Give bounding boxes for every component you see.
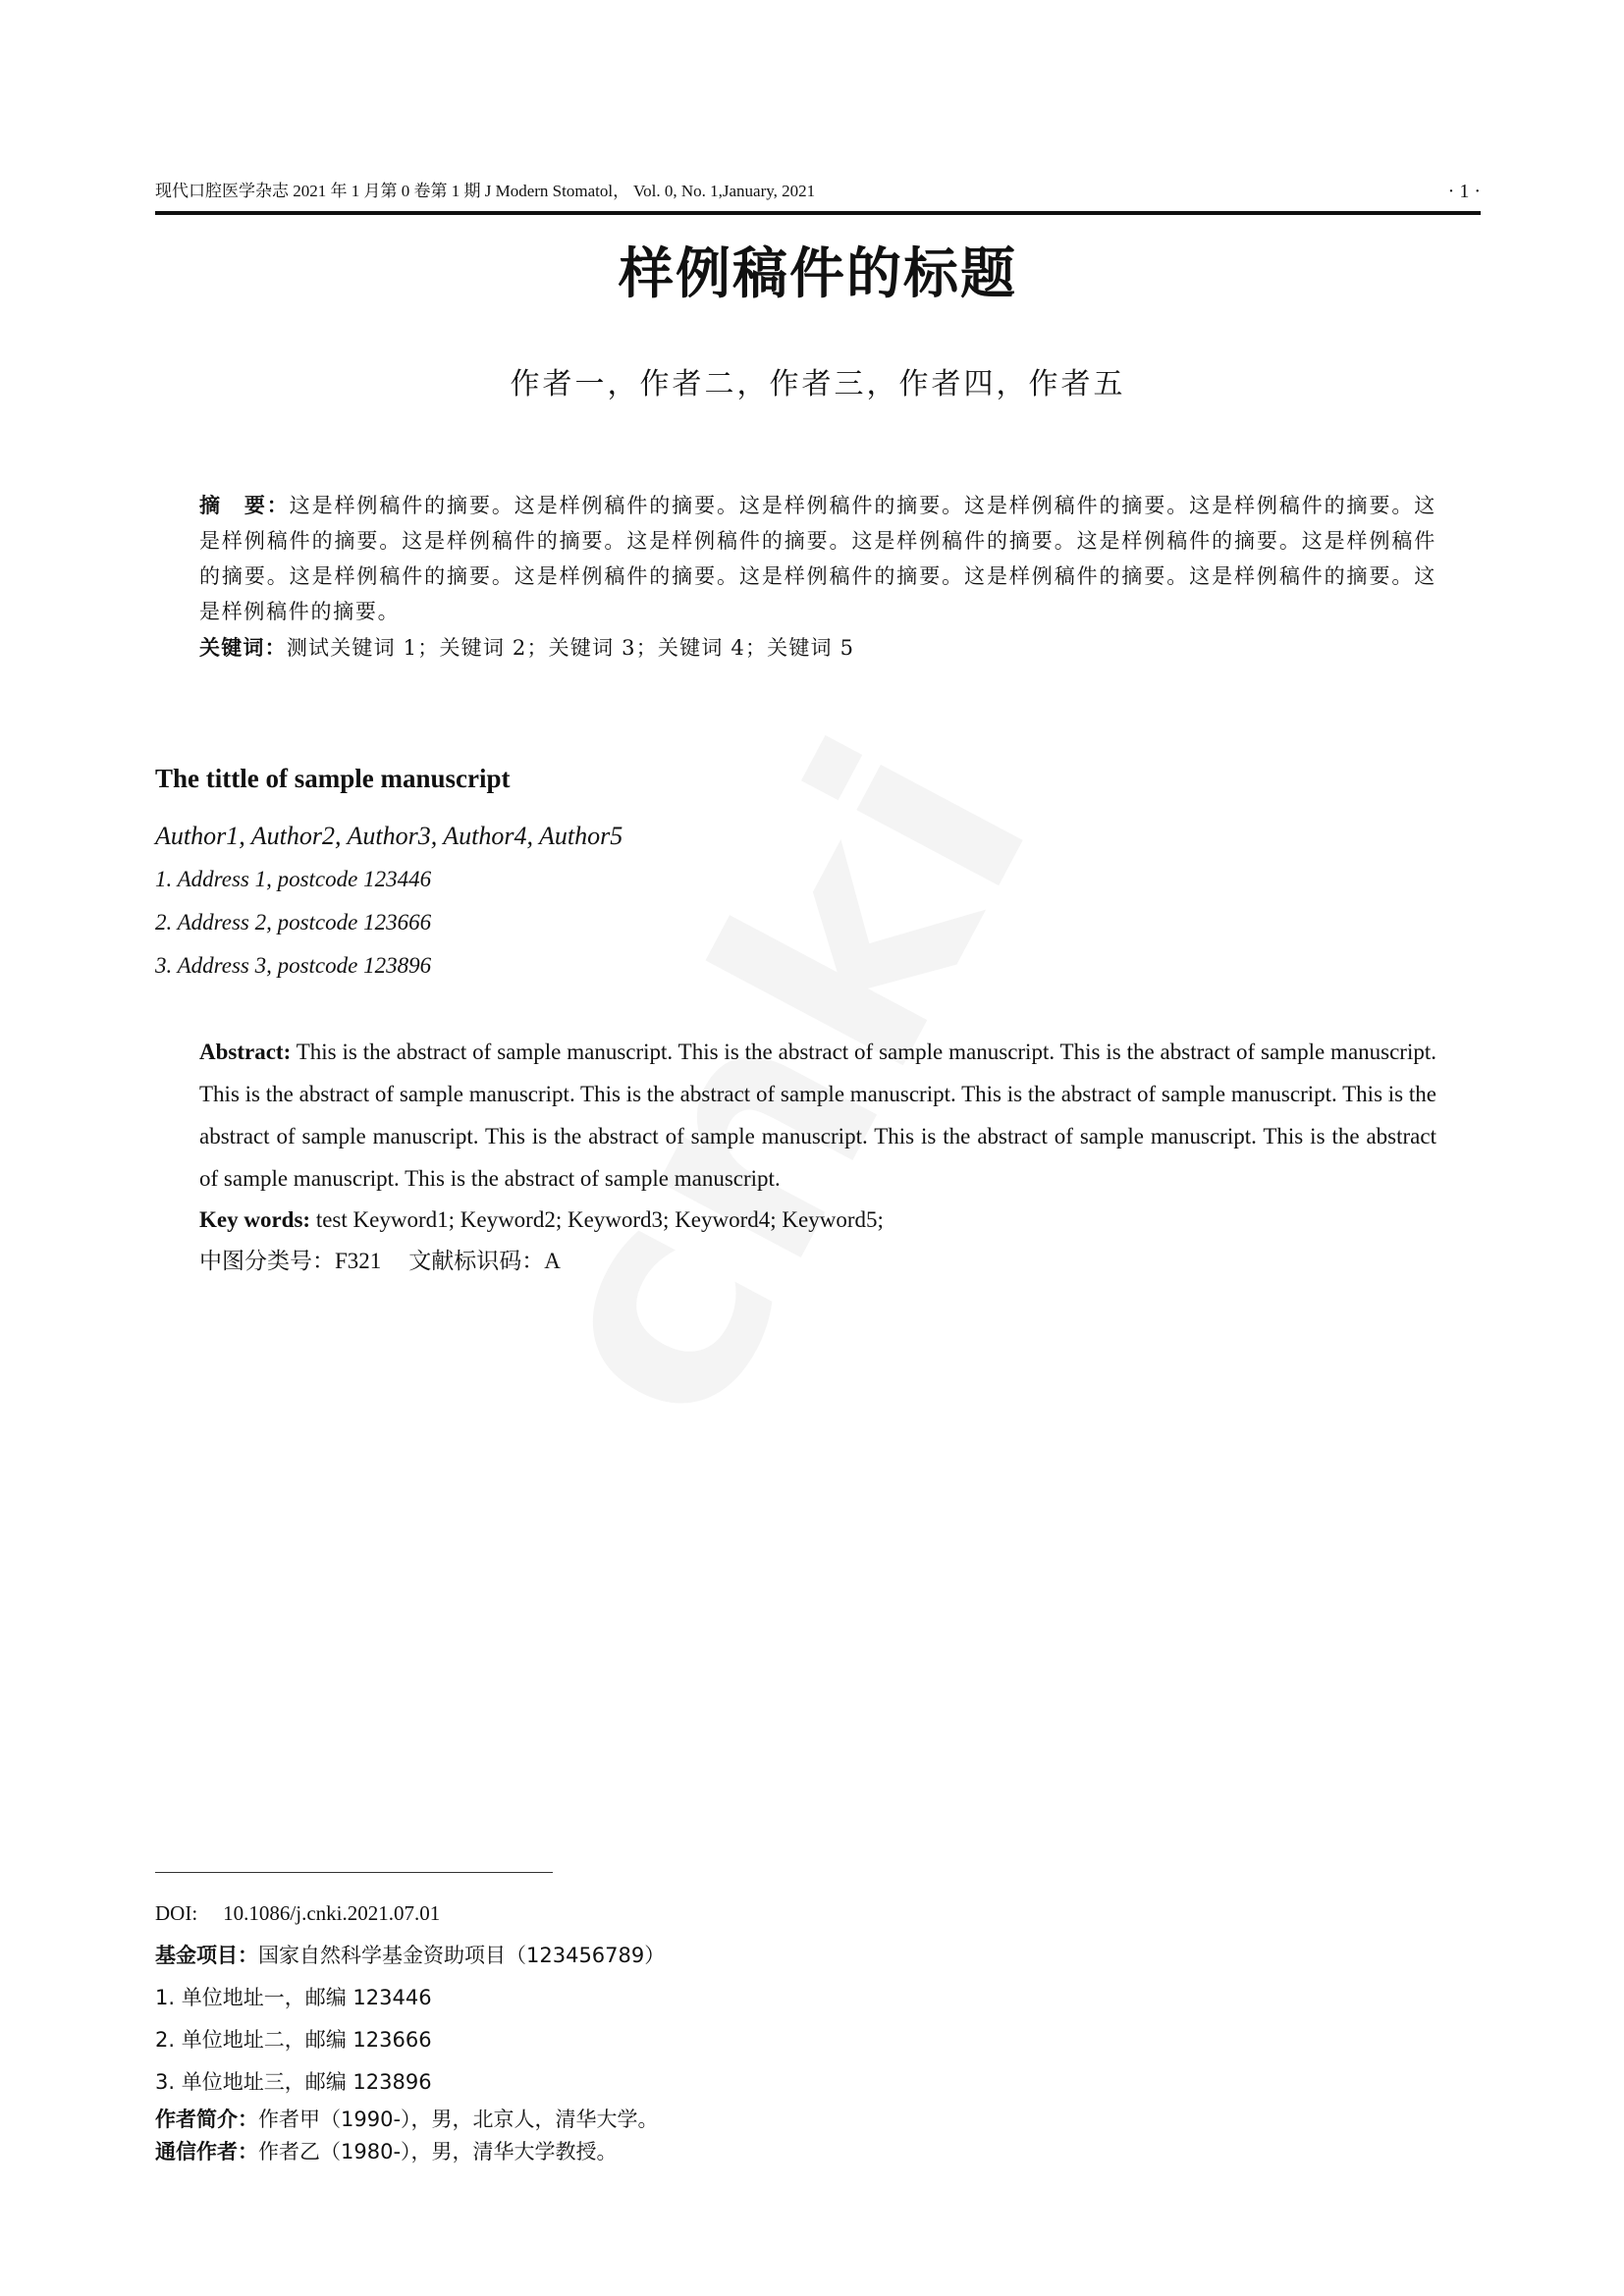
doi-line [155, 1893, 1481, 1935]
fund-line [155, 1935, 1481, 1977]
abstract-chinese-label: 摘 要： [199, 494, 290, 517]
keywords-chinese-label: 关键词： [199, 636, 287, 660]
footnote-address-text: 2. 单位地址二，邮编 123666 [155, 2028, 432, 2052]
abstract-english-label: Abstract: [199, 1040, 292, 1064]
corresponding-author-value: 作者乙（1980-），男，清华大学教授。 [258, 2140, 618, 2163]
title-english: The tittle of sample manuscript [155, 764, 511, 793]
footnote-address-text: 3. 单位地址三，邮编 123896 [155, 2070, 432, 2094]
keywords-chinese-text: 测试关键词 1；关键词 2；关键词 3；关键词 4；关键词 5 [286, 636, 855, 660]
footnote-address [155, 2061, 1481, 2104]
address-english-item: 1. Address 1, postcode 123446 [155, 867, 432, 891]
keywords-english-text: test Keyword1; Keyword2; Keyword3; Keyword4; Keyword5; [315, 1207, 884, 1232]
address-english-item: 3. Address 3, postcode 123896 [155, 953, 432, 978]
running-header [155, 177, 1481, 206]
corresponding-author-label: 通信作者： [155, 2140, 258, 2163]
abstract-chinese [199, 488, 1436, 629]
corresponding-author-line [155, 2136, 1481, 2168]
footnote-address [155, 2019, 1481, 2061]
keywords-chinese [199, 630, 1436, 666]
address-english-item: 2. Address 2, postcode 123666 [155, 910, 432, 934]
author-intro-label: 作者简介： [155, 2108, 258, 2131]
abstract-english [199, 1031, 1436, 1200]
fund-label: 基金项目： [155, 1944, 258, 1967]
doi-label: DOI: [155, 1901, 198, 1925]
footnote-address [155, 1977, 1481, 2019]
classification-line [199, 1242, 561, 1281]
abstract-english-text: This is the abstract of sample manuscript. This is the abstract of sample manuscript. This is the abstract of sample manuscript. This is the abstract of sample manuscript. This is the abstract of sample manuscript. This is the abstract of sample manuscript. This is the abstract of sample manuscript. This is the abstract of sample manuscript. This is the abstract of sample manuscript. This is the abstract of sample manuscript. This is the abstract of sample manuscript. [199, 1040, 1436, 1191]
authors-english: Author1, Author2, Author3, Author4, Author5 [155, 822, 623, 850]
footnote-rule [155, 1872, 553, 1873]
abstract-chinese-text: 这是样例稿件的摘要。这是样例稿件的摘要。这是样例稿件的摘要。这是样例稿件的摘要。这是样例稿件的摘要。这是样例稿件的摘要。这是样例稿件的摘要。这是样例稿件的摘要。这是样例稿件的摘要。这是样例稿件的摘要。这是样例稿件的摘要。这是样例稿件的摘要。这是样例稿件的摘要。这是样例稿件的摘要。这是样例稿件的摘要。这是样例稿件的摘要。这是样例稿件的摘要。 [199, 494, 1436, 623]
doc-code-value: A [544, 1249, 561, 1273]
doi-link[interactable]: 10.1086/j.cnki.2021.07.01 [223, 1901, 441, 1925]
fund-value: 国家自然科学基金资助项目（123456789） [258, 1944, 666, 1967]
author-intro-value: 作者甲（1990-），男，北京人，清华大学。 [258, 2108, 659, 2131]
footnotes [155, 1893, 1481, 2168]
keywords-english [199, 1201, 1436, 1240]
address-list-english [155, 860, 431, 989]
author-intro-line [155, 2104, 1481, 2136]
doc-code-label: 文献标识码： [408, 1249, 545, 1274]
page-number: · 1 · [1447, 181, 1481, 202]
keywords-english-label: Key words: [199, 1207, 311, 1232]
header-rule [155, 211, 1481, 215]
clc-label: 中图分类号： [199, 1249, 335, 1274]
clc-value: F321 [335, 1249, 382, 1273]
journal-citation-line: 现代口腔医学杂志 2021 年 1 月第 0 卷第 1 期 J Modern Stomatol， Vol. 0, No. 1,January, 2021 [155, 182, 816, 200]
title-chinese: 样例稿件的标题 [619, 242, 1017, 306]
authors-chinese: 作者一，作者二，作者三，作者四，作者五 [510, 367, 1126, 401]
footnote-address-text: 1. 单位地址一，邮编 123446 [155, 1986, 432, 2009]
